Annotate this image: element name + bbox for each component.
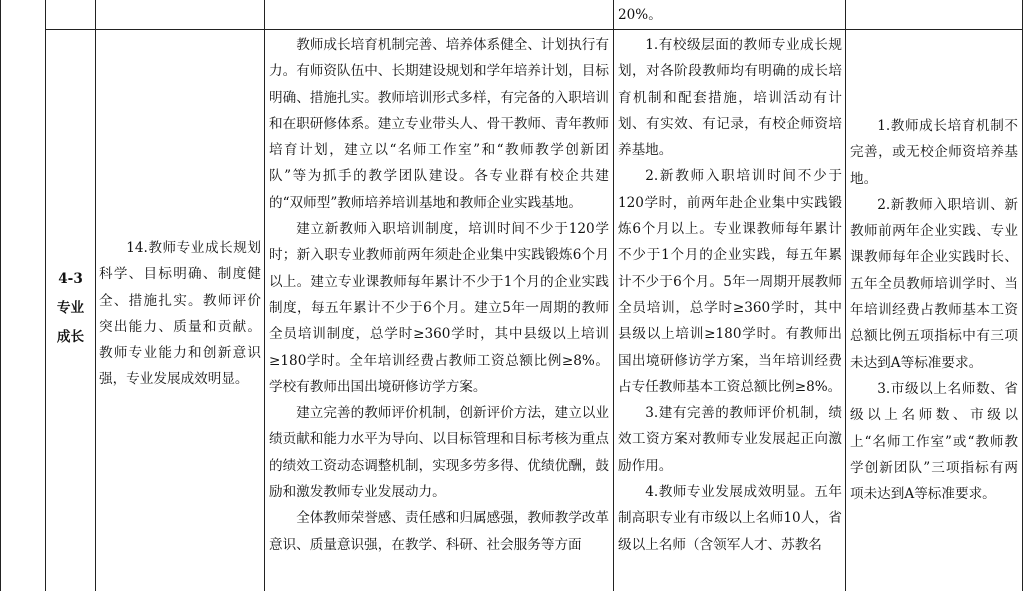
a-criteria-item-1: 1.有校级层面的教师专业成长规划，对各阶段教师均有明确的成长培育机制和配套措施，培训活动有计划、有实效、有记录，有校企师资培养基地。 [618,37,842,159]
a-criteria-item-2: 2.新教师入职培训时间不少于120学时，前两年赴企业集中实践锻炼6个月以上。专业课教师每年累计不少于1个月的企业实践，每五年累计不少于6个月。5年一周期开展教师全员培训，总学时≥360学时，其中县级以上培训≥180学时。有教师出国出境研修访学方案，当年培训经费占专任教师基本工资总额比例≥8%。 [618,168,842,395]
standard-paragraph-1: 教师成长培育机制完善、培养体系健全、计划执行有力。有师资队伍中、长期建设规划和学年培养计划，目标明确、措施扎实。教师培训形式多样，有完备的入职培训和在职研修体系。建立专业带头人、骨干教师、青年教师培育计划，建立以“名师工作室”和“教师教学创新团队”等为抓手的教学团队建设。各专业群有校企共建的“双师型”教师培养培训基地和教师企业实践基地。 [269,37,609,211]
section-label [46,265,95,352]
standard-paragraph-3: 建立完善的教师评价机制，创新评价方法，建立以业绩贡献和能力水平为导向、以目标管理和目标考核为重点的绩效工资动态调整机制，实现多劳多得、优绩优酬，鼓励和激发教师专业发展动力。 [269,405,609,501]
column-divider-2 [264,0,265,591]
c-criteria-item-1: 1.教师成长培育机制不完善，或无校企师资培养基地。 [850,118,1018,187]
a-criteria-item-4: 4.教师专业发展成效明显。五年制高职专业有市级以上名师10人，省级以上名师（含领军人才、苏教名 [618,484,842,553]
c-criteria-item-3: 3.市级以上名师数、省级以上名师数、市级以上“名师工作室”或“教师教学创新团队”三项指标有两项未达到A等标准要求。 [850,380,1018,503]
table-border-right [1022,0,1023,591]
section-code: 4-3 [58,271,83,287]
previous-row-criteria-tail [618,4,840,26]
column-divider-4 [845,0,846,591]
indicator-text: 14.教师专业成长规划科学、目标明确、制度健全、措施扎实。教师评价突出能力、质量和贡献。教师专业能力和创新意识强，专业发展成效明显。 [99,240,261,388]
column-divider-1 [95,0,96,591]
table-border-left-outer [0,0,1,591]
c-criteria-cell [850,113,1018,507]
section-title-line-2: 成长 [56,329,85,345]
previous-row-criteria-text: 20%。 [618,7,662,23]
standard-paragraph-4: 全体教师荣誉感、责任感和归属感强，教师教学改革意识、质量意识强，在教学、科研、社会服务等方面 [269,510,609,553]
column-divider-3 [613,0,614,591]
a-criteria-item-3: 3.建有完善的教师评价机制，绩效工资方案对教师专业发展起正向激励作用。 [618,405,842,474]
section-title-line-1: 专业 [56,300,85,316]
standard-cell [269,32,609,558]
c-criteria-item-2: 2.新教师入职培训、新教师前两年企业实践、专业课教师每年企业实践时长、五年全员教师培训学时、当年培训经费占教师基本工资总额比例五项指标中有三项未达到A等标准要求。 [850,196,1018,371]
row-divider [45,29,1023,30]
standard-paragraph-2: 建立新教师入职培训制度，培训时间不少于120学时；新入职专业教师前两年须赴企业集中实践锻炼6个月以上。建立专业课教师每年累计不少于1个月的企业实践制度，每五年累计不少于6个月。建立5年一周期的教师全员培训制度，总学时≥360学时，其中县级以上培训≥180学时。全年培训经费占教师工资总额比例≥8%。学校有教师出国出境研修访学方案。 [269,221,609,395]
a-criteria-cell [618,32,842,558]
indicator-cell [99,235,261,393]
